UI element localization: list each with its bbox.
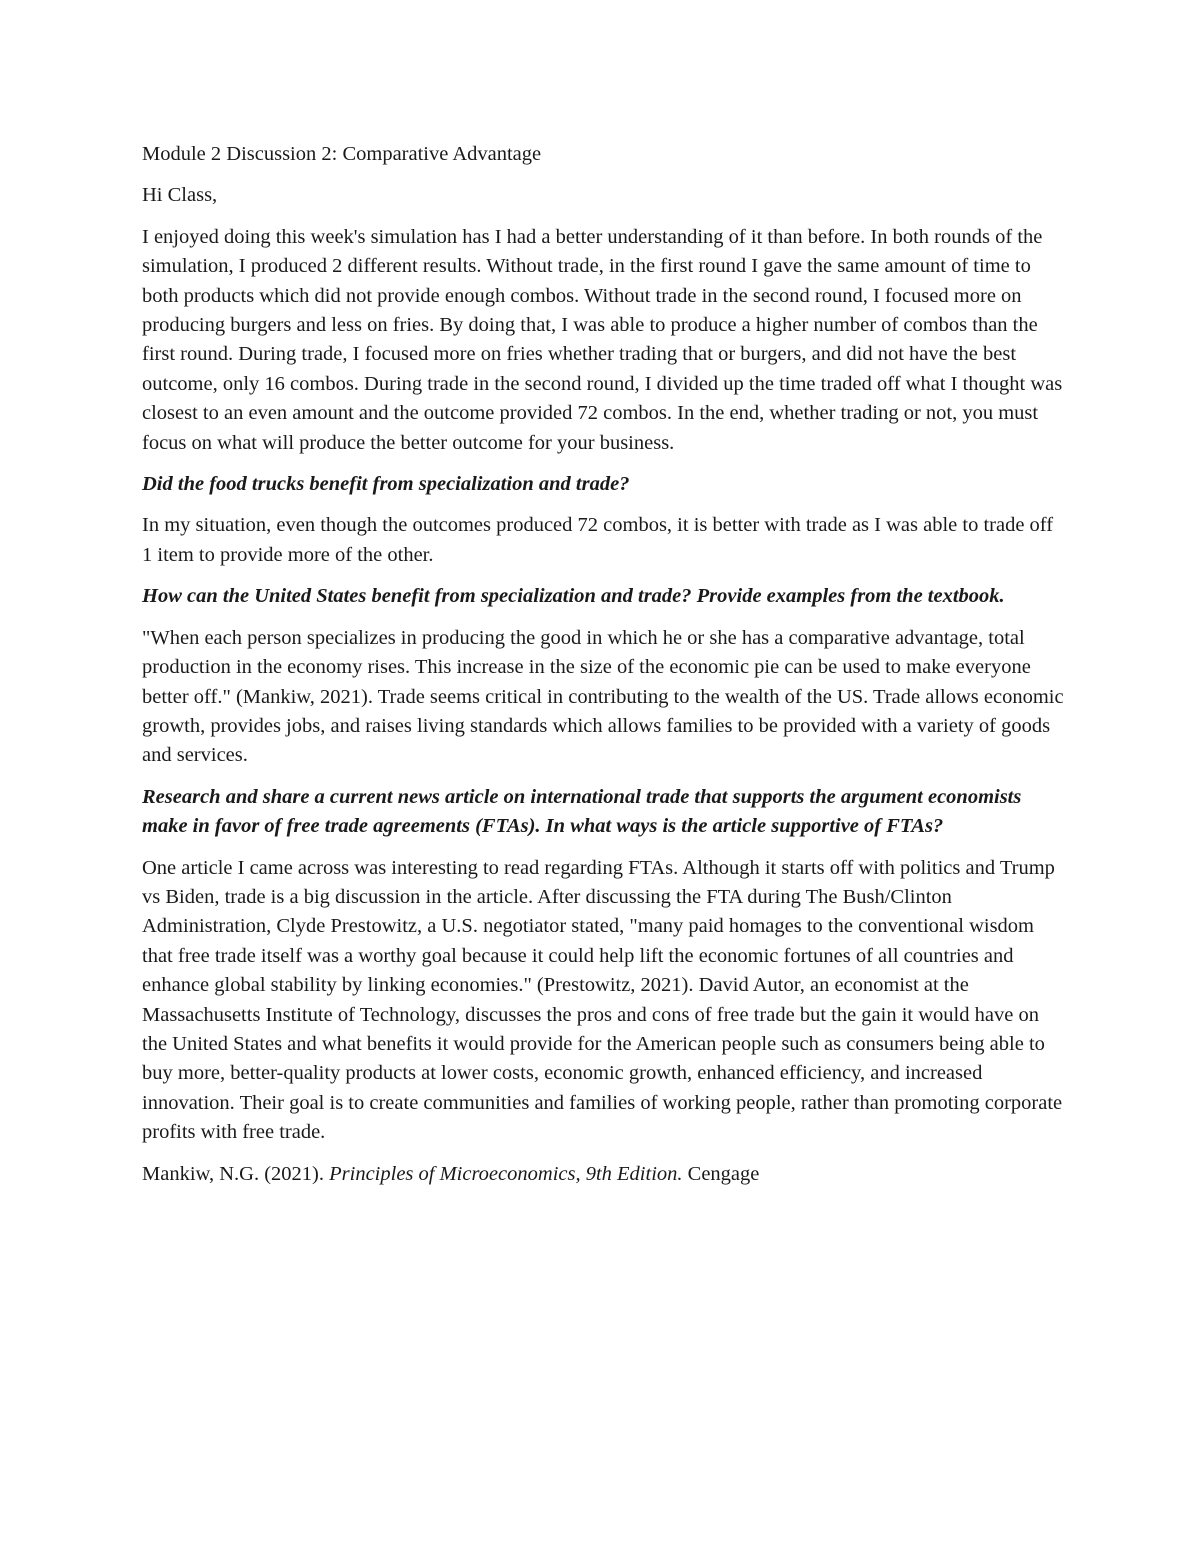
answer-1: In my situation, even though the outcomes produced 72 combos, it is better with trade as I was able to trade off 1 item to provide more of the other.	[142, 514, 1054, 566]
greeting: Hi Class,	[142, 184, 218, 207]
question-1: Did the food trucks benefit from specialization and trade?	[142, 473, 630, 496]
document-title: Module 2 Discussion 2: Comparative Advantage	[142, 143, 542, 165]
question-3: Research and share a current news article on international trade that supports the argument economists make in favor of free trade agreements (FTAs). In what ways is the article supportive of FTAs?	[142, 785, 1022, 838]
reference-title: Principles of Microeconomics, 9th Edition.	[329, 1162, 683, 1185]
reference-prefix: Mankiw, N.G. (2021).	[142, 1162, 330, 1185]
reference	[142, 1160, 1067, 1189]
answer-3: One article I came across was interesting to read regarding FTAs. Although it starts off with politics and Trump vs Biden, trade is a big discussion in the article. After discussing the FTA during The Bush/Clinton Administration, Clyde Prestowitz, a U.S. negotiator stated, "many paid homages to the conventional wisdom that free trade itself was a worthy goal because it could help lift the economic fortunes of all countries and enhance global stability by linking economies." (Prestowitz, 2021). David Autor, an economist at the Massachusetts Institute of Technology, discusses the pros and cons of free trade but the gain it would have on the United States and what benefits it would provide for the American people such as consumers being able to buy more, better-quality products at lower costs, economic growth, enhanced efficiency, and increased innovation. Their goal is to create communities and families of working people, rather than promoting corporate profits with free trade.	[142, 856, 1063, 1144]
reference-suffix: Cengage	[682, 1162, 760, 1185]
document-page	[142, 140, 1067, 1201]
answer-2: "When each person specializes in producing the good in which he or she has a comparative advantage, total production in the economy rises. This increase in the size of the economic pie can be used to make everyone better off." (Mankiw, 2021). Trade seems critical in contributing to the wealth of the US. Trade allows economic growth, provides jobs, and raises living standards which allows families to be provided with a variety of goods and services.	[142, 626, 1064, 767]
question-2: How can the United States benefit from specialization and trade? Provide examples from the textbook.	[142, 585, 1005, 608]
intro-paragraph: I enjoyed doing this week's simulation has I had a better understanding of it than before. In both rounds of the simulation, I produced 2 different results. Without trade, in the first round I gave the same amount of time to both products which did not provide enough combos. Without trade in the second round, I focused more on producing burgers and less on fries. By doing that, I was able to produce a higher number of combos than the first round. During trade, I focused more on fries whether trading that or burgers, and did not have the best outcome, only 16 combos. During trade in the second round, I divided up the time traded off what I thought was closest to an even amount and the outcome provided 72 combos. In the end, whether trading or not, you must focus on what will produce the better outcome for your business.	[142, 225, 1063, 454]
